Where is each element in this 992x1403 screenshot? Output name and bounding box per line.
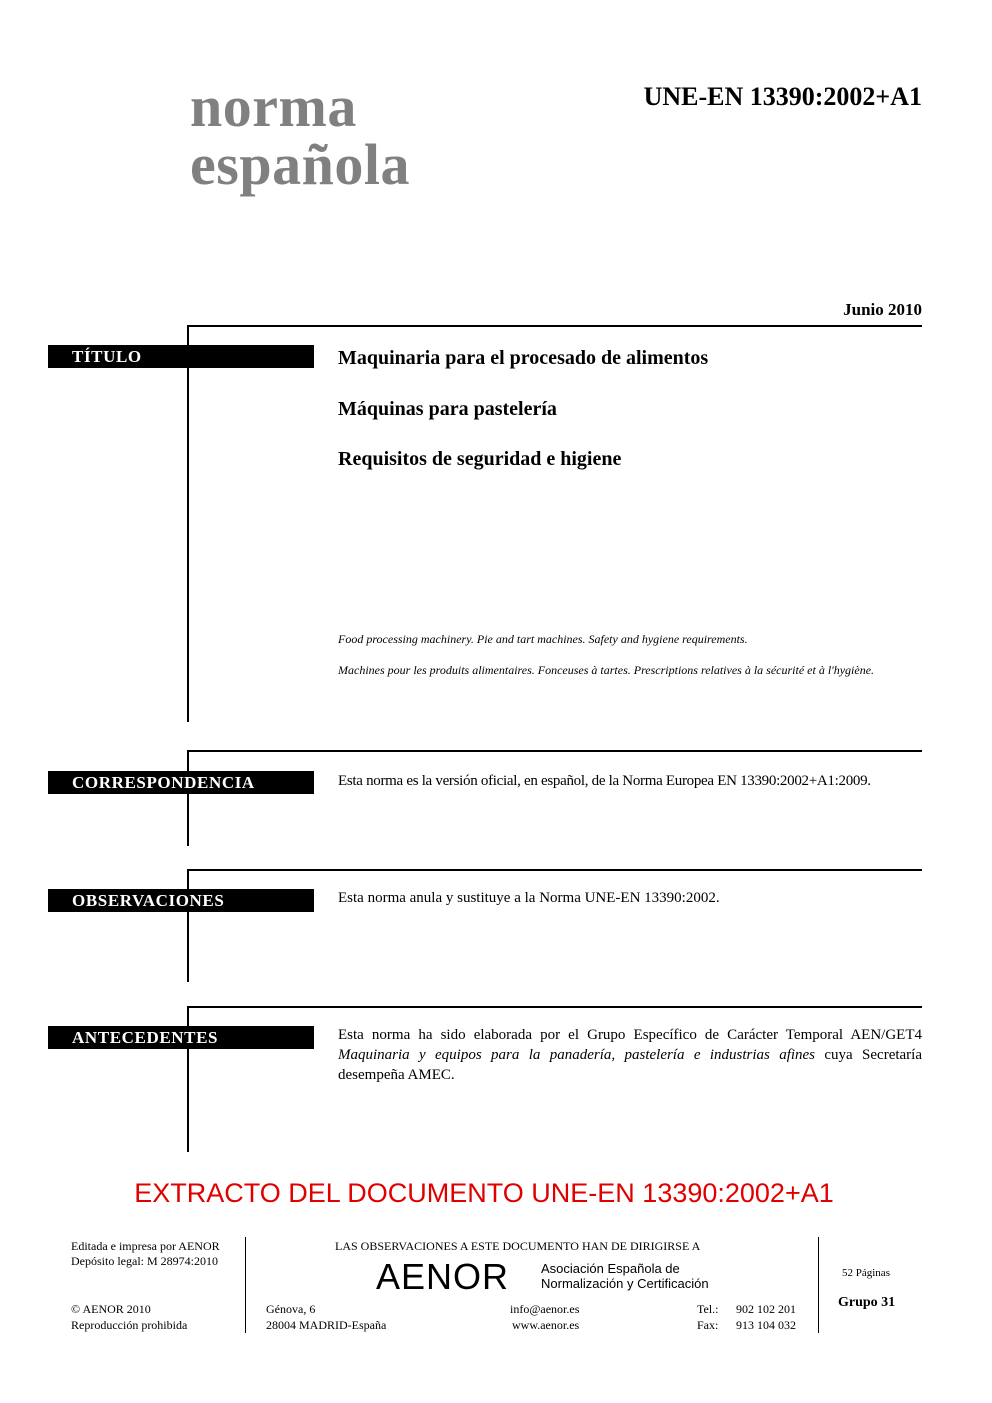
section-rule-titulo (187, 325, 189, 722)
antecedentes-text-end: cuya Secretaría desempeña AMEC. (338, 1047, 922, 1083)
section-divider-observaciones (187, 869, 922, 871)
title-line-2: Máquinas para pastelería (338, 398, 557, 420)
observaciones-text: Esta norma anula y sustituye a la Norma UNE-EN 13390:2002. (338, 890, 720, 906)
section-divider-titulo (187, 325, 922, 327)
footer-tel: 902 102 201 (736, 1302, 796, 1316)
antecedentes-committee-name: Maquinaria y equipos para la panadería, pastelería e industrias afines (338, 1047, 816, 1063)
extract-notice: EXTRACTO DEL DOCUMENTO UNE-EN 13390:2002+A1 (134, 1178, 834, 1208)
section-label-correspondencia: CORRESPONDENCIA (48, 771, 314, 794)
section-rule-correspondencia (187, 750, 189, 846)
footer-website: www.aenor.es (512, 1318, 580, 1332)
footer-fax-label: Fax: (697, 1318, 719, 1332)
footer-address-street: Génova, 6 (266, 1302, 316, 1316)
footer-legal-deposit: Depósito legal: M 28974:2010 (71, 1254, 218, 1268)
section-rule-observaciones (187, 869, 189, 982)
footer-divider-right (818, 1237, 819, 1333)
footer-fax: 913 104 032 (736, 1318, 796, 1332)
footer-observations-note: LAS OBSERVACIONES A ESTE DOCUMENTO HAN DE DIRIGIRSE A (335, 1239, 701, 1253)
title-line-3: Requisitos de seguridad e higiene (338, 448, 622, 470)
correspondencia-text: Esta norma es la versión oficial, en español, de la Norma Europea EN 13390:2002+A1:2009. (338, 773, 871, 789)
footer-tel-label: Tel.: (697, 1302, 719, 1316)
antecedentes-text-start: Esta norma ha sido elaborada por el Grupo Específico de Carácter Temporal AEN/GET4 (338, 1027, 922, 1043)
section-divider-antecedentes (187, 1006, 922, 1008)
aenor-logo-subtitle (541, 1261, 709, 1291)
title-line-1: Maquinaria para el procesado de alimentos (338, 347, 709, 369)
footer-email: info@aenor.es (510, 1302, 580, 1316)
antecedentes-text (338, 1025, 922, 1085)
footer-divider-left (245, 1237, 246, 1333)
title-french: Machines pour les produits alimentaires. Fonceuses à tartes. Prescriptions relatives à la sécurité et à l'hygiène. (338, 663, 875, 677)
section-divider-correspondencia (187, 750, 922, 752)
footer-copyright: © AENOR 2010 (71, 1302, 151, 1316)
footer-edited-by: Editada e impresa por AENOR (71, 1239, 220, 1253)
standard-code: UNE-EN 13390:2002+A1 (643, 82, 922, 111)
footer-page-count: 52 Páginas (842, 1267, 890, 1279)
section-label-observaciones: OBSERVACIONES (48, 889, 314, 912)
aenor-subtitle-line-2: Normalización y Certificación (541, 1276, 709, 1291)
aenor-subtitle-line-1: Asociación Española de (541, 1261, 680, 1276)
footer-price-group: Grupo 31 (838, 1295, 896, 1310)
brand-line-2: española (190, 132, 410, 197)
brand-line-1: norma (190, 74, 357, 139)
section-label-antecedentes: ANTECEDENTES (48, 1026, 314, 1049)
brand-title (190, 74, 410, 197)
section-label-titulo: TÍTULO (48, 345, 314, 368)
publication-date: Junio 2010 (843, 300, 922, 319)
title-english: Food processing machinery. Pie and tart machines. Safety and hygiene requirements. (338, 632, 748, 646)
aenor-logo: AENOR (376, 1256, 510, 1297)
footer-address-city: 28004 MADRID-España (266, 1318, 387, 1332)
footer-reproduction: Reproducción prohibida (71, 1318, 188, 1332)
